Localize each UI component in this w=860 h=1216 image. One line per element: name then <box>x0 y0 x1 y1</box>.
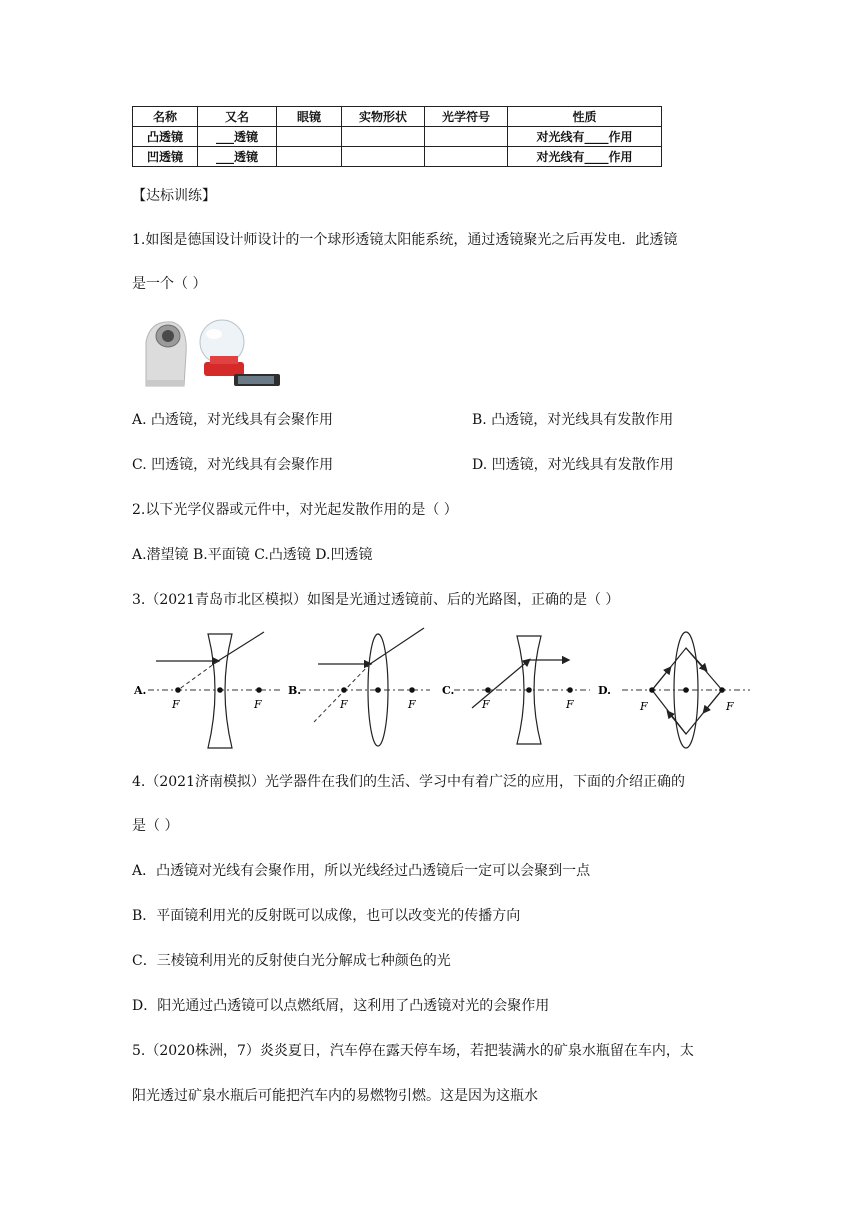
diagram-a <box>133 632 282 748</box>
focal-label: F <box>566 698 574 711</box>
q4-stem-line2: 是（ ） <box>132 818 179 834</box>
q4-option-a: A．凸透镜对光线有会聚作用，所以光线经过凸透镜后一定可以会聚到一点 <box>132 863 591 879</box>
diagram-d-label: D. <box>598 684 611 697</box>
lens-comparison-table <box>132 106 662 167</box>
focal-label: F <box>408 698 416 711</box>
q5-stem-line1: 5.（2020株洲，7）炎炎夏日，汽车停在露天停车场，若把装满水的矿泉水瓶留在车内，太 <box>132 1043 694 1059</box>
diagram-d <box>598 632 750 748</box>
header-alias: 又名 <box>198 107 277 127</box>
cell-symbol <box>425 127 508 147</box>
lens-solar-photo <box>140 314 286 390</box>
q1-option-d: D. 凹透镜，对光线具有发散作用 <box>472 457 674 473</box>
diagram-b <box>288 628 430 746</box>
q4-option-d: D．阳光通过凸透镜可以点燃纸屑，这利用了凸透镜对光的会聚作用 <box>132 998 550 1014</box>
cell-property: 对光线有____作用 <box>508 127 662 147</box>
cell-alias: ___透镜 <box>198 127 277 147</box>
focal-label: F <box>254 698 262 711</box>
header-shape: 实物形状 <box>342 107 425 127</box>
cell-glasses <box>277 147 342 167</box>
table-row <box>133 127 662 147</box>
diagram-c-label: C. <box>442 684 455 697</box>
cell-name: 凹透镜 <box>133 147 198 167</box>
cell-symbol <box>425 147 508 167</box>
diagram-b-label: B. <box>288 684 302 697</box>
q3-ray-diagrams <box>132 626 752 752</box>
cell-shape <box>342 147 425 167</box>
q1-option-b: B. 凸透镜，对光线具有发散作用 <box>472 412 674 428</box>
q1-stem-line1: 1.如图是德国设计师设计的一个球形透镜太阳能系统，通过透镜聚光之后再发电．此透镜 <box>132 232 678 248</box>
cell-alias: ___透镜 <box>198 147 277 167</box>
focal-label: F <box>172 698 180 711</box>
q1-option-a: A. 凸透镜，对光线具有会聚作用 <box>132 412 334 428</box>
q5-stem-line2: 阳光透过矿泉水瓶后可能把汽车内的易燃物引燃。这是因为这瓶水 <box>132 1088 538 1104</box>
cell-glasses <box>277 127 342 147</box>
q1-stem-line2: 是一个（ ） <box>132 276 207 292</box>
q1-option-c: C. 凹透镜，对光线具有会聚作用 <box>132 457 334 473</box>
focal-label: F <box>640 700 648 713</box>
focal-label: F <box>482 698 490 711</box>
q2-options: A.潜望镜 B.平面镜 C.凸透镜 D.凹透镜 <box>132 547 373 563</box>
cell-name: 凸透镜 <box>133 127 198 147</box>
q4-option-b: B．平面镜利用光的反射既可以成像，也可以改变光的传播方向 <box>132 908 521 924</box>
diagram-c <box>442 636 590 744</box>
q2-stem: 2.以下光学仪器或元件中，对光起发散作用的是（ ） <box>132 502 458 518</box>
cell-shape <box>342 127 425 147</box>
header-glasses: 眼镜 <box>277 107 342 127</box>
focal-label: F <box>340 698 348 711</box>
section-title: 【达标训练】 <box>132 188 216 204</box>
q4-stem-line1: 4.（2021济南模拟）光学器件在我们的生活、学习中有着广泛的应用，下面的介绍正确的 <box>132 774 685 790</box>
header-name: 名称 <box>133 107 198 127</box>
cell-property: 对光线有____作用 <box>508 147 662 167</box>
table-header-row <box>133 107 662 127</box>
header-property: 性质 <box>508 107 662 127</box>
diagram-a-label: A. <box>134 684 147 697</box>
q4-option-c: C．三棱镜利用光的反射使白光分解成七种颜色的光 <box>132 953 451 969</box>
focal-label: F <box>726 700 734 713</box>
table-row <box>133 147 662 167</box>
q3-stem: 3.（2021青岛市北区模拟）如图是光通过透镜前、后的光路图，正确的是（ ） <box>132 592 620 608</box>
header-symbol: 光学符号 <box>425 107 508 127</box>
